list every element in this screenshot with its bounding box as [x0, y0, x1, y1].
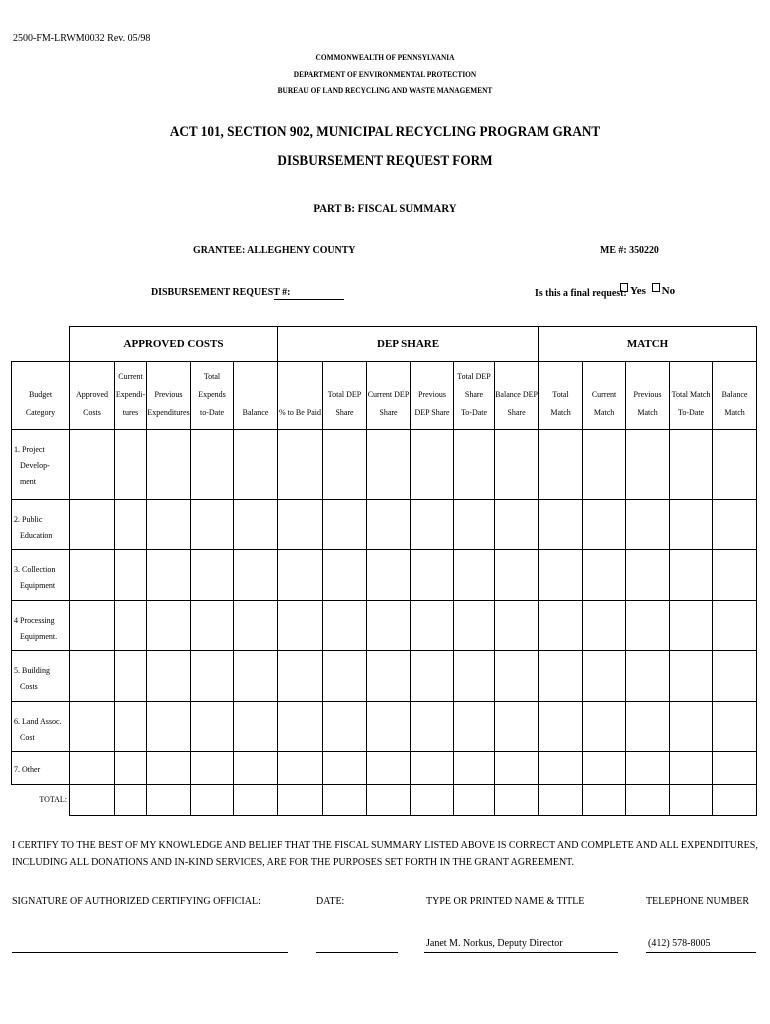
column-header	[278, 362, 323, 430]
amount-cell[interactable]	[670, 430, 713, 500]
telephone-value: (412) 578-8005	[648, 938, 711, 949]
column-header-line: Total DEP	[327, 390, 362, 399]
amount-cell[interactable]	[583, 430, 626, 500]
amount-cell[interactable]	[147, 651, 191, 702]
column-header-line: Balance	[242, 408, 269, 417]
column-header-line	[626, 368, 669, 386]
total-cell[interactable]	[323, 785, 367, 816]
amount-cell[interactable]	[454, 752, 495, 785]
form-subtitle: DISBURSEMENT REQUEST FORM	[277, 153, 493, 169]
group-approved-costs: APPROVED COSTS	[70, 327, 278, 362]
column-header-line	[713, 368, 756, 386]
total-label: TOTAL:	[12, 785, 70, 816]
budget-category-label: Equipment	[20, 581, 56, 590]
column-header-line: Expendi-	[115, 390, 146, 399]
budget-category-cell	[12, 430, 70, 500]
amount-cell[interactable]	[454, 430, 495, 500]
budget-category-label: 5. Building	[14, 666, 51, 675]
amount-cell[interactable]	[495, 550, 539, 601]
amount-cell[interactable]	[147, 752, 191, 785]
amount-cell[interactable]	[278, 430, 323, 500]
amount-cell[interactable]	[670, 550, 713, 601]
column-header-line	[234, 386, 277, 404]
amount-cell[interactable]	[539, 752, 583, 785]
column-header-line	[147, 368, 190, 386]
amount-cell[interactable]	[583, 550, 626, 601]
total-cell[interactable]	[670, 785, 713, 816]
amount-cell[interactable]	[323, 500, 367, 550]
budget-category-label: Develop-	[20, 461, 50, 470]
amount-cell[interactable]	[626, 601, 670, 651]
column-header-line	[323, 368, 366, 386]
amount-cell[interactable]	[323, 651, 367, 702]
budget-category-cell	[12, 500, 70, 550]
budget-category-label: Costs	[20, 682, 38, 691]
column-header-line	[495, 368, 538, 386]
no-label: No	[661, 285, 676, 297]
final-request-question: Is this a final request:	[535, 287, 627, 299]
budget-category-label: 3. Collection	[14, 565, 56, 574]
table-row	[12, 752, 757, 785]
no-checkbox[interactable]	[652, 283, 660, 292]
column-header	[454, 362, 495, 430]
amount-cell[interactable]	[539, 601, 583, 651]
column-header	[626, 362, 670, 430]
amount-cell[interactable]	[191, 550, 234, 601]
agency-line-1: COMMONWEALTH OF PENNSYLVANIA	[315, 53, 455, 62]
column-header-line: tures	[122, 408, 139, 417]
total-cell[interactable]	[713, 785, 757, 816]
amount-cell[interactable]	[323, 752, 367, 785]
column-header-line	[278, 368, 322, 386]
total-cell[interactable]	[115, 785, 147, 816]
column-header	[495, 362, 539, 430]
amount-cell[interactable]	[411, 702, 454, 752]
amount-cell[interactable]	[191, 500, 234, 550]
amount-cell[interactable]	[495, 651, 539, 702]
amount-cell[interactable]	[367, 430, 411, 500]
fiscal-summary-table	[11, 326, 757, 816]
column-header	[367, 362, 411, 430]
amount-cell[interactable]	[670, 702, 713, 752]
amount-cell[interactable]	[626, 702, 670, 752]
column-header	[670, 362, 713, 430]
amount-cell[interactable]	[713, 601, 757, 651]
amount-cell[interactable]	[713, 550, 757, 601]
table-row	[12, 702, 757, 752]
amount-cell[interactable]	[191, 601, 234, 651]
telephone-line[interactable]	[646, 952, 756, 953]
budget-category-cell	[12, 651, 70, 702]
name-title-label: TYPE OR PRINTED NAME & TITLE	[426, 896, 585, 907]
total-row	[12, 785, 757, 816]
me-number: ME #: 350220	[600, 244, 659, 256]
table-row	[12, 651, 757, 702]
amount-cell[interactable]	[234, 430, 278, 500]
amount-cell[interactable]	[454, 601, 495, 651]
amount-cell[interactable]	[115, 702, 147, 752]
column-header	[411, 362, 454, 430]
date-line[interactable]	[316, 952, 398, 953]
form-number: 2500-FM-LRWM0032 Rev. 05/98	[13, 33, 151, 44]
column-header-line	[234, 368, 277, 386]
budget-category-label: Cost	[20, 733, 35, 742]
amount-cell[interactable]	[191, 702, 234, 752]
amount-cell[interactable]	[626, 500, 670, 550]
column-header-line: % to Be Paid	[279, 408, 321, 417]
amount-cell[interactable]	[539, 651, 583, 702]
amount-cell[interactable]	[626, 752, 670, 785]
column-header-line	[278, 386, 322, 404]
column-header-line: Current	[591, 390, 617, 399]
column-header-line: Category	[25, 408, 56, 417]
amount-cell[interactable]	[115, 752, 147, 785]
amount-cell[interactable]	[323, 601, 367, 651]
amount-cell[interactable]	[70, 430, 115, 500]
amount-cell[interactable]	[70, 500, 115, 550]
group-header-row	[12, 327, 757, 362]
column-header-row	[12, 362, 757, 430]
amount-cell[interactable]	[713, 430, 757, 500]
group-match: MATCH	[539, 327, 757, 362]
amount-cell[interactable]	[234, 550, 278, 601]
total-cell[interactable]	[367, 785, 411, 816]
amount-cell[interactable]	[454, 702, 495, 752]
amount-cell[interactable]	[411, 651, 454, 702]
column-header	[323, 362, 367, 430]
amount-cell[interactable]	[670, 601, 713, 651]
amount-cell[interactable]	[367, 651, 411, 702]
amount-cell[interactable]	[147, 500, 191, 550]
budget-category-label: 7. Other	[14, 765, 41, 774]
amount-cell[interactable]	[495, 430, 539, 500]
total-cell[interactable]	[411, 785, 454, 816]
budget-category-label: 1. Project	[14, 445, 45, 454]
amount-cell[interactable]	[411, 550, 454, 601]
column-header	[583, 362, 626, 430]
amount-cell[interactable]	[713, 651, 757, 702]
telephone-label: TELEPHONE NUMBER	[646, 896, 750, 907]
amount-cell[interactable]	[147, 550, 191, 601]
blank-corner	[12, 327, 70, 362]
amount-cell[interactable]	[367, 550, 411, 601]
total-cell[interactable]	[147, 785, 191, 816]
amount-cell[interactable]	[278, 702, 323, 752]
signature-official-label: SIGNATURE OF AUTHORIZED CERTIFYING OFFICIAL:	[12, 896, 261, 907]
amount-cell[interactable]	[70, 702, 115, 752]
total-cell[interactable]	[583, 785, 626, 816]
column-header	[70, 362, 115, 430]
amount-cell[interactable]	[454, 500, 495, 550]
amount-cell[interactable]	[115, 430, 147, 500]
total-cell[interactable]	[191, 785, 234, 816]
amount-cell[interactable]	[454, 651, 495, 702]
budget-category-label: 6. Land Assoc.	[14, 717, 62, 726]
budget-category-cell	[12, 702, 70, 752]
amount-cell[interactable]	[670, 651, 713, 702]
amount-cell[interactable]	[539, 702, 583, 752]
table-body	[12, 430, 757, 816]
amount-cell[interactable]	[234, 752, 278, 785]
yes-checkbox[interactable]	[620, 283, 628, 292]
amount-cell[interactable]	[278, 752, 323, 785]
group-dep-share: DEP SHARE	[278, 327, 539, 362]
amount-cell[interactable]	[191, 651, 234, 702]
column-header	[539, 362, 583, 430]
column-header-line	[539, 368, 582, 386]
amount-cell[interactable]	[626, 550, 670, 601]
column-header-line: Previous	[633, 390, 662, 399]
column-header	[115, 362, 147, 430]
total-cell[interactable]	[234, 785, 278, 816]
budget-category-label: ment	[20, 477, 36, 486]
yes-label: Yes	[630, 285, 646, 297]
amount-cell[interactable]	[539, 550, 583, 601]
column-header-line: To-Date	[678, 408, 705, 417]
amount-cell[interactable]	[115, 500, 147, 550]
grantee-label: GRANTEE: ALLEGHENY COUNTY	[193, 244, 356, 256]
amount-cell[interactable]	[323, 702, 367, 752]
amount-cell[interactable]	[115, 651, 147, 702]
total-cell[interactable]	[539, 785, 583, 816]
amount-cell[interactable]	[115, 550, 147, 601]
column-header-line	[583, 368, 625, 386]
column-header-line	[367, 368, 410, 386]
amount-cell[interactable]	[234, 651, 278, 702]
certification-statement: I CERTIFY TO THE BEST OF MY KNOWLEDGE AND BELIEF THAT THE FISCAL SUMMARY LISTED ABOVE IS CORRECT AND COMPLETE AND ALL EXPENDITURES, INCLUDING ALL DONATIONS AND IN-KIND SERVICES, ARE FOR THE PURPOSES SET FORTH IN THE GRANT AGREEMENT.	[12, 840, 758, 868]
date-label: DATE:	[316, 896, 345, 907]
table-row	[12, 430, 757, 500]
amount-cell[interactable]	[670, 500, 713, 550]
column-header-line: Total	[552, 390, 569, 399]
amount-cell[interactable]	[713, 702, 757, 752]
amount-cell[interactable]	[147, 601, 191, 651]
column-header-line	[411, 368, 453, 386]
column-header-line	[70, 368, 114, 386]
column-header	[191, 362, 234, 430]
signature-line[interactable]	[12, 952, 288, 953]
column-header	[713, 362, 757, 430]
amount-cell[interactable]	[191, 430, 234, 500]
budget-category-label: 2. Public	[14, 515, 43, 524]
amount-cell[interactable]	[454, 550, 495, 601]
amount-cell[interactable]	[626, 430, 670, 500]
amount-cell[interactable]	[323, 550, 367, 601]
budget-category-cell	[12, 550, 70, 601]
budget-category-label: Education	[20, 531, 53, 540]
part-heading: PART B: FISCAL SUMMARY	[313, 201, 457, 215]
amount-cell[interactable]	[70, 601, 115, 651]
amount-cell[interactable]	[713, 752, 757, 785]
amount-cell[interactable]	[278, 601, 323, 651]
amount-cell[interactable]	[626, 651, 670, 702]
total-cell[interactable]	[70, 785, 115, 816]
amount-cell[interactable]	[495, 702, 539, 752]
amount-cell[interactable]	[70, 752, 115, 785]
column-header-line: Current	[118, 372, 143, 381]
amount-cell[interactable]	[191, 752, 234, 785]
table-row	[12, 500, 757, 550]
column-header-line: Match	[724, 408, 745, 417]
budget-category-cell	[12, 601, 70, 651]
column-header-line: Balance	[721, 390, 748, 399]
column-header-line: Previous	[418, 390, 446, 399]
amount-cell[interactable]	[278, 651, 323, 702]
amount-cell[interactable]	[278, 500, 323, 550]
column-header-budget-category	[12, 362, 70, 430]
disbursement-request-label: DISBURSEMENT REQUEST #:	[151, 286, 291, 298]
amount-cell[interactable]	[234, 702, 278, 752]
column-header-line: Share	[507, 408, 526, 417]
total-cell[interactable]	[495, 785, 539, 816]
amount-cell[interactable]	[411, 500, 454, 550]
name-title-line[interactable]	[424, 952, 618, 953]
amount-cell[interactable]	[411, 601, 454, 651]
column-header-line: Budget	[28, 390, 53, 399]
amount-cell[interactable]	[70, 651, 115, 702]
amount-cell[interactable]	[147, 430, 191, 500]
column-header-line: DEP Share	[414, 408, 450, 417]
disbursement-request-field[interactable]	[274, 299, 344, 300]
amount-cell[interactable]	[367, 500, 411, 550]
amount-cell[interactable]	[234, 601, 278, 651]
amount-cell[interactable]	[539, 430, 583, 500]
table-row	[12, 601, 757, 651]
amount-cell[interactable]	[495, 601, 539, 651]
agency-line-3: BUREAU OF LAND RECYCLING AND WASTE MANAGEMENT	[277, 86, 493, 95]
amount-cell[interactable]	[583, 752, 626, 785]
column-header-line: Expends	[198, 390, 226, 399]
amount-cell[interactable]	[278, 550, 323, 601]
column-header-line: Match	[550, 408, 571, 417]
column-header-line: Total	[203, 372, 221, 381]
column-header-line: Approved	[76, 390, 108, 399]
amount-cell[interactable]	[70, 550, 115, 601]
amount-cell[interactable]	[583, 702, 626, 752]
column-header	[234, 362, 278, 430]
total-cell[interactable]	[626, 785, 670, 816]
column-header-line: to-Date	[200, 408, 224, 417]
amount-cell[interactable]	[583, 500, 626, 550]
column-header-line: Match	[637, 408, 658, 417]
amount-cell[interactable]	[583, 601, 626, 651]
column-header-line: Current DEP	[367, 390, 410, 399]
column-header-line: Match	[593, 408, 615, 417]
column-header-line: Share	[464, 390, 484, 399]
amount-cell[interactable]	[539, 500, 583, 550]
column-header-line: Costs	[83, 408, 101, 417]
column-header-line: Previous	[154, 390, 183, 399]
column-header-line: Balance DEP	[495, 390, 538, 399]
agency-line-2: DEPARTMENT OF ENVIRONMENTAL PROTECTION	[293, 70, 477, 79]
form-title: ACT 101, SECTION 902, MUNICIPAL RECYCLING PROGRAM GRANT	[169, 124, 601, 140]
amount-cell[interactable]	[713, 500, 757, 550]
column-header-line: Total Match	[671, 390, 711, 399]
column-header-line: To-Date	[460, 408, 488, 417]
column-header-line: Share	[335, 408, 354, 417]
column-header-line: Share	[379, 408, 398, 417]
amount-cell[interactable]	[234, 500, 278, 550]
amount-cell[interactable]	[411, 430, 454, 500]
amount-cell[interactable]	[147, 702, 191, 752]
amount-cell[interactable]	[495, 500, 539, 550]
budget-category-label: 4 Processing	[14, 616, 55, 625]
amount-cell[interactable]	[115, 601, 147, 651]
name-title-value: Janet M. Norkus, Deputy Director	[426, 938, 563, 949]
column-header	[147, 362, 191, 430]
final-request-options	[617, 283, 675, 297]
amount-cell[interactable]	[367, 702, 411, 752]
budget-category-cell	[12, 752, 70, 785]
amount-cell[interactable]	[367, 752, 411, 785]
total-cell[interactable]	[454, 785, 495, 816]
amount-cell[interactable]	[583, 651, 626, 702]
amount-cell[interactable]	[670, 752, 713, 785]
table-row	[12, 550, 757, 601]
amount-cell[interactable]	[323, 430, 367, 500]
amount-cell[interactable]	[411, 752, 454, 785]
amount-cell[interactable]	[367, 601, 411, 651]
column-header-line	[12, 368, 69, 386]
column-header-line	[670, 368, 712, 386]
column-header-line: Total DEP	[457, 372, 491, 381]
total-cell[interactable]	[278, 785, 323, 816]
budget-category-label: Equipment.	[20, 632, 58, 641]
amount-cell[interactable]	[495, 752, 539, 785]
column-header-line: Expenditures	[147, 408, 190, 417]
